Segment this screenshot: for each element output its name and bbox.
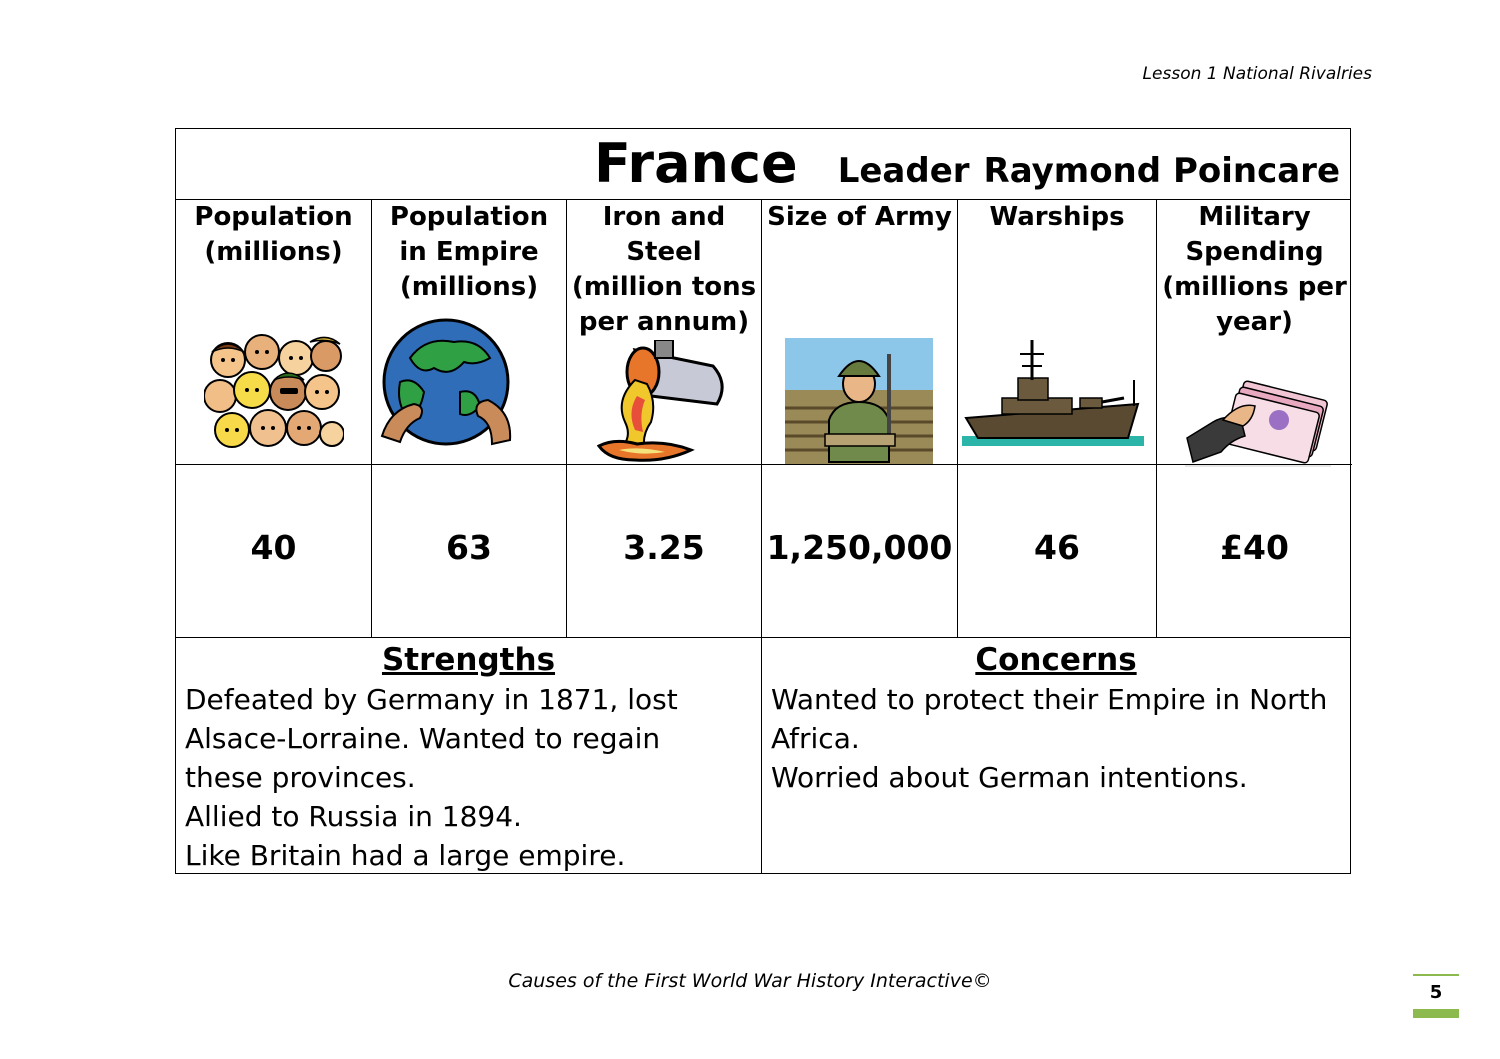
concerns-panel	[762, 638, 1350, 874]
column-population-in-empire	[372, 200, 567, 637]
crowd-of-people-icon	[204, 330, 344, 454]
column-value: 46	[1034, 528, 1080, 567]
soldier-icon	[785, 338, 933, 464]
concern-line: Worried about German intentions.	[771, 761, 1248, 794]
column-value: 40	[250, 528, 297, 567]
warship-icon	[962, 340, 1144, 448]
strength-line: Defeated by Germany in 1871, lost	[185, 683, 678, 716]
concern-line: Wanted to protect their Empire in North	[771, 683, 1328, 716]
column-warships	[958, 200, 1157, 637]
globe-hug-icon	[380, 318, 516, 450]
column-header	[176, 200, 371, 270]
column-header	[1157, 200, 1352, 340]
leader-label: Leader	[837, 151, 970, 191]
strength-line: these provinces.	[185, 761, 416, 794]
analysis-section	[176, 637, 1350, 873]
column-value: 3.25	[623, 528, 705, 567]
strengths-panel	[176, 638, 762, 874]
page-number: 5	[1429, 982, 1443, 1003]
strength-line: Like Britain had a large empire.	[185, 839, 626, 872]
divider	[567, 464, 761, 465]
column-size-of-army	[762, 200, 958, 637]
header-line: Size of Army	[767, 202, 952, 232]
divider	[176, 464, 371, 465]
header-line: Military	[1198, 202, 1311, 232]
column-value: £40	[1220, 528, 1289, 567]
header-line: (millions)	[399, 272, 539, 302]
title-row	[176, 129, 1350, 200]
header-line: Population	[194, 202, 353, 232]
divider	[958, 464, 1156, 465]
column-header	[958, 200, 1156, 235]
concerns-title: Concerns	[975, 642, 1137, 678]
column-military-spending	[1157, 200, 1352, 637]
lesson-title: Lesson 1 National Rivalries	[1142, 64, 1372, 84]
header-line: (millions per	[1162, 272, 1347, 302]
statistics-columns	[176, 200, 1350, 637]
country-name: France	[594, 132, 798, 195]
strength-line: Alsace-Lorraine. Wanted to regain	[185, 722, 661, 755]
strength-line: Allied to Russia in 1894.	[185, 800, 522, 833]
divider	[372, 464, 566, 465]
header-line: (millions)	[204, 237, 343, 267]
header-line: Spending	[1185, 237, 1324, 267]
header-line: per annum)	[578, 307, 750, 337]
header-line: year)	[1216, 307, 1293, 337]
country-fact-sheet	[175, 128, 1351, 874]
page-rule-bottom	[1413, 1009, 1459, 1018]
header-line: (million tons	[571, 272, 757, 302]
page-number-box	[1413, 974, 1459, 1018]
column-value: 1,250,000	[766, 528, 953, 567]
column-header	[372, 200, 566, 305]
column-iron-and-steel	[567, 200, 762, 637]
leader-line	[838, 147, 1340, 195]
leader-name: Raymond Poincare	[983, 151, 1340, 191]
footer-text: Causes of the First World War History Interactive©	[508, 970, 992, 992]
column-header	[762, 200, 957, 235]
money-hand-icon	[1183, 376, 1333, 468]
page-rule-top	[1413, 974, 1459, 976]
divider	[1157, 464, 1352, 465]
divider	[762, 464, 957, 465]
header-line: Warships	[989, 202, 1125, 232]
concern-line: Africa.	[771, 722, 860, 755]
strengths-title: Strengths	[381, 642, 556, 678]
molten-steel-icon	[595, 340, 731, 462]
header-line: Steel	[626, 237, 702, 267]
column-value: 63	[446, 528, 492, 567]
column-population	[176, 200, 372, 637]
header-line: Iron and	[602, 202, 726, 232]
header-line: Population	[389, 202, 549, 232]
concerns-list	[762, 680, 1350, 797]
header-line: in Empire	[399, 237, 539, 267]
column-header	[567, 200, 761, 340]
strengths-list	[176, 680, 761, 875]
